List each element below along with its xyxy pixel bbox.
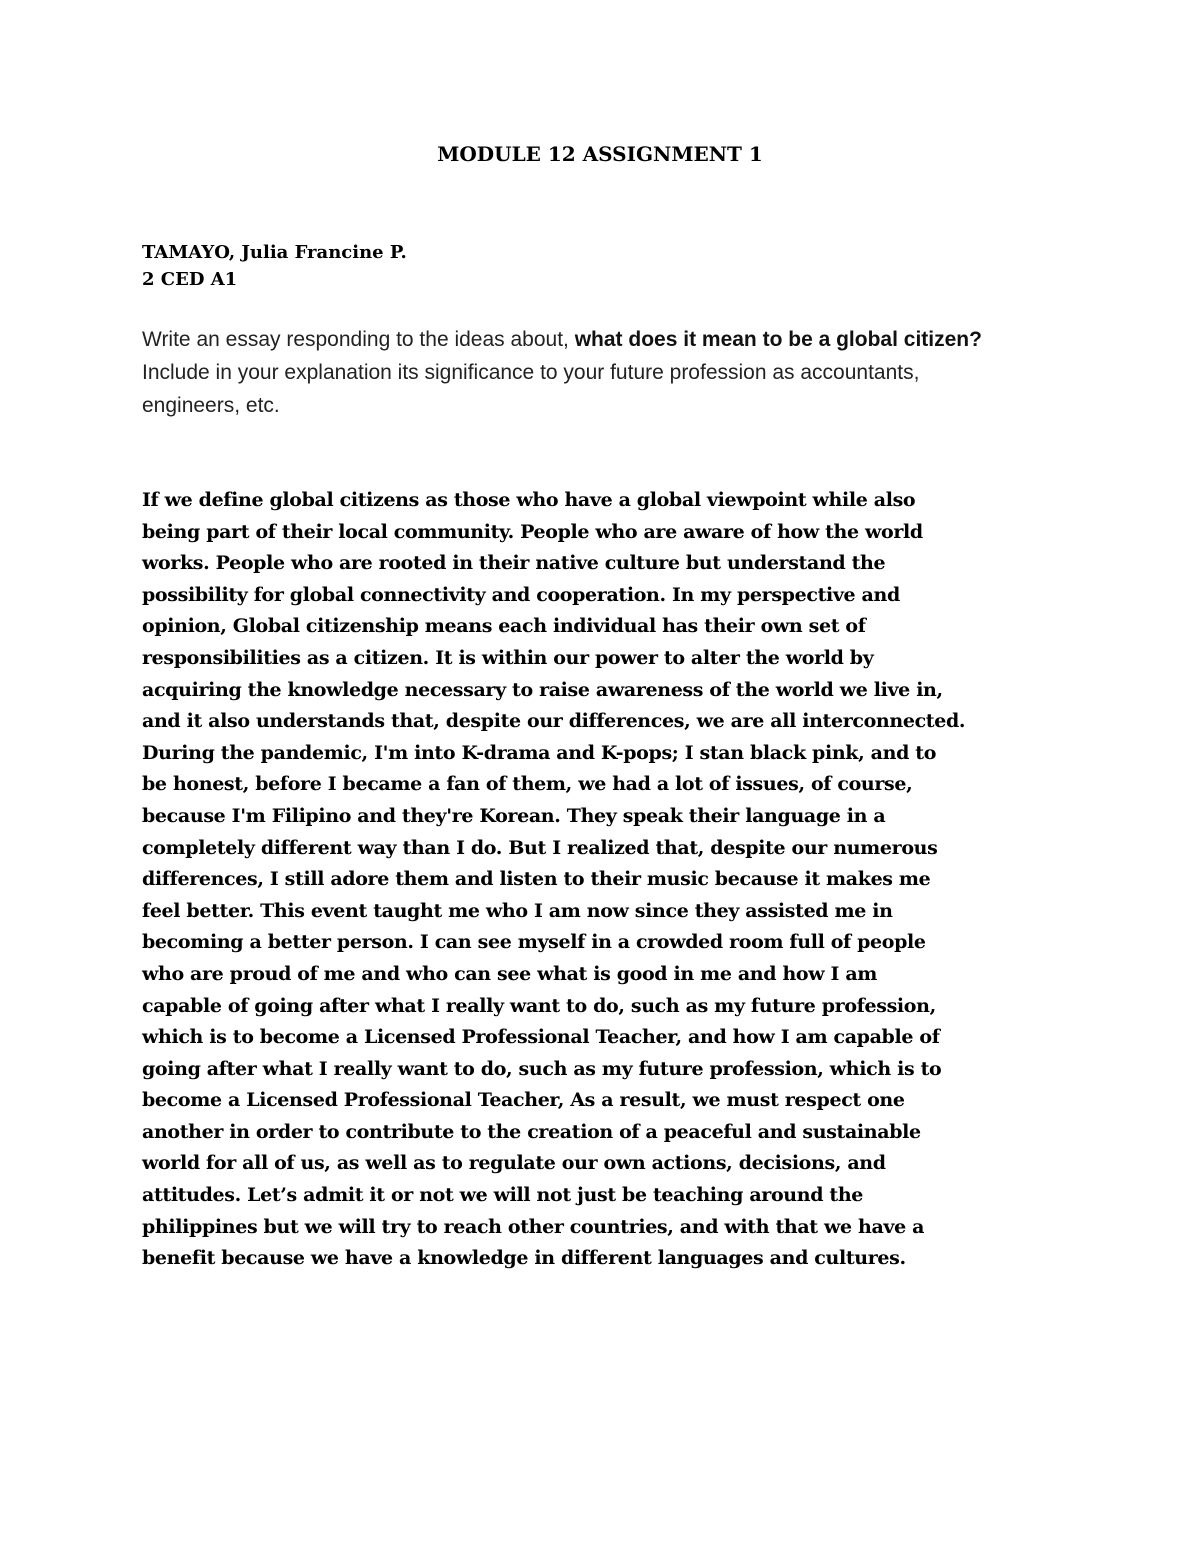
document-title: MODULE 12 ASSIGNMENT 1 bbox=[437, 142, 763, 166]
prompt-intro: Write an essay responding to the ideas about, bbox=[142, 328, 575, 351]
essay-line: philippines but we will try to reach other countries, and with that we have a bbox=[142, 1215, 925, 1238]
essay-line: attitudes. Let’s admit it or not we will not just be teaching around the bbox=[142, 1184, 864, 1207]
essay-line: feel better. This event taught me who I am now since they assisted me in bbox=[142, 899, 893, 922]
essay-line: possibility for global connectivity and cooperation. In my perspective and bbox=[142, 583, 900, 606]
essay-line: opinion, Global citizenship means each individual has their own set of bbox=[142, 615, 866, 638]
essay-line: completely different way than I do. But I realized that, despite our numerous bbox=[142, 836, 938, 859]
essay-line: During the pandemic, I'm into K-drama and K-pops; I stan black pink, and to bbox=[142, 741, 937, 764]
student-name: TAMAYO, Julia Francine P. bbox=[142, 242, 407, 263]
essay-line: differences, I still adore them and listen to their music because it makes me bbox=[142, 868, 931, 891]
essay-line: who are proud of me and who can see what is good in me and how I am bbox=[142, 962, 878, 985]
essay-line: becoming a better person. I can see myself in a crowded room full of people bbox=[142, 931, 926, 954]
essay-body bbox=[142, 485, 1062, 1275]
essay-line: become a Licensed Professional Teacher, As a result, we must respect one bbox=[142, 1089, 905, 1112]
essay-line: and it also understands that, despite our differences, we are all interconnected. bbox=[142, 710, 966, 733]
essay-line: If we define global citizens as those who have a global viewpoint while also bbox=[142, 489, 916, 511]
essay-line: being part of their local community. People who are aware of how the world bbox=[142, 520, 923, 543]
essay-prompt bbox=[142, 323, 1022, 422]
essay-line: another in order to contribute to the creation of a peaceful and sustainable bbox=[142, 1120, 921, 1143]
prompt-instruction: Include in your explanation its significance to your future profession as accountants, engineers, etc. bbox=[142, 361, 920, 417]
essay-line: be honest, before I became a fan of them, we had a lot of issues, of course, bbox=[142, 773, 913, 796]
essay-line: responsibilities as a citizen. It is within our power to alter the world by bbox=[142, 646, 874, 669]
essay-line: world for all of us, as well as to regulate our own actions, decisions, and bbox=[142, 1152, 886, 1175]
prompt-question: what does it mean to be a global citizen? bbox=[574, 328, 982, 351]
essay-line: capable of going after what I really want to do, such as my future profession, bbox=[142, 994, 936, 1017]
essay-line: going after what I really want to do, such as my future profession, which is to bbox=[142, 1057, 942, 1080]
essay-line: which is to become a Licensed Professional Teacher, and how I am capable of bbox=[142, 1026, 940, 1049]
essay-line: acquiring the knowledge necessary to raise awareness of the world we live in, bbox=[142, 678, 943, 701]
essay-line: works. People who are rooted in their native culture but understand the bbox=[142, 552, 886, 575]
essay-line: benefit because we have a knowledge in different languages and cultures. bbox=[142, 1247, 906, 1270]
essay-line: because I'm Filipino and they're Korean. They speak their language in a bbox=[142, 804, 886, 827]
student-section: 2 CED A1 bbox=[142, 269, 238, 290]
